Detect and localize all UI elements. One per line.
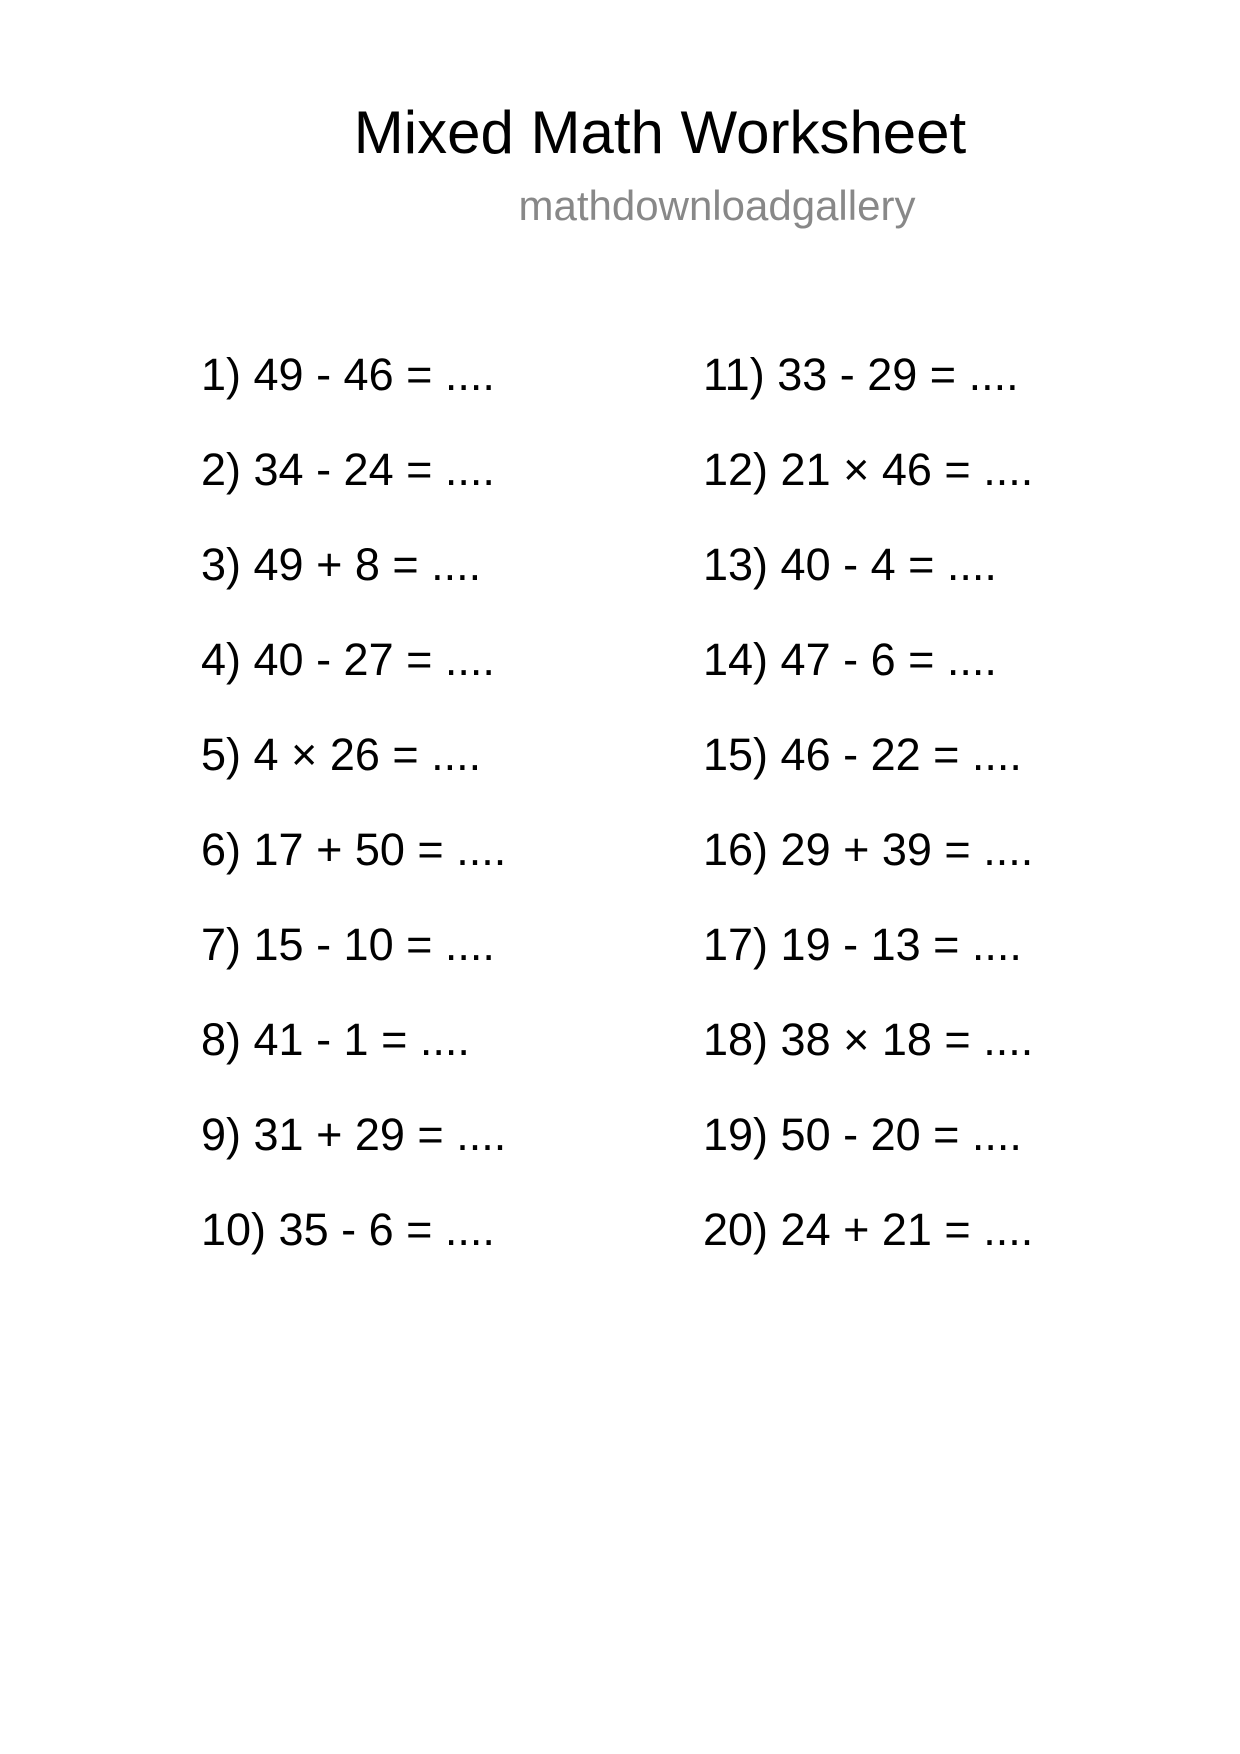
- problem-column-left: [201, 348, 506, 1298]
- problem-3: 3) 49 + 8 = ....: [201, 539, 482, 590]
- worksheet-title: Mixed Math Worksheet: [353, 99, 967, 166]
- problem-7: 7) 15 - 10 = ....: [201, 919, 495, 970]
- problem-2: 2) 34 - 24 = ....: [201, 444, 495, 495]
- problem-14: 14) 47 - 6 = ....: [703, 634, 997, 685]
- problem-9: 9) 31 + 29 = ....: [201, 1109, 507, 1160]
- problem-15: 15) 46 - 22 = ....: [703, 729, 1022, 780]
- problem-19: 19) 50 - 20 = ....: [703, 1109, 1022, 1160]
- problem-20: 20) 24 + 21 = ....: [703, 1204, 1034, 1255]
- worksheet-subtitle: mathdownloadgallery: [518, 182, 916, 229]
- problem-17: 17) 19 - 13 = ....: [703, 919, 1022, 970]
- problem-8: 8) 41 - 1 = ....: [201, 1014, 470, 1065]
- problem-1: 1) 49 - 46 = ....: [201, 349, 495, 400]
- problem-4: 4) 40 - 27 = ....: [201, 634, 495, 685]
- problem-10: 10) 35 - 6 = ....: [201, 1204, 495, 1255]
- problem-11: 11) 33 - 29 = ....: [703, 349, 1019, 400]
- problem-13: 13) 40 - 4 = ....: [703, 539, 997, 590]
- problem-6: 6) 17 + 50 = ....: [201, 824, 507, 875]
- problem-5: 5) 4 × 26 = ....: [201, 729, 482, 780]
- problem-column-right: [703, 348, 1033, 1298]
- problem-18: 18) 38 × 18 = ....: [703, 1014, 1034, 1065]
- problem-16: 16) 29 + 39 = ....: [703, 824, 1034, 875]
- problem-12: 12) 21 × 46 = ....: [703, 444, 1034, 495]
